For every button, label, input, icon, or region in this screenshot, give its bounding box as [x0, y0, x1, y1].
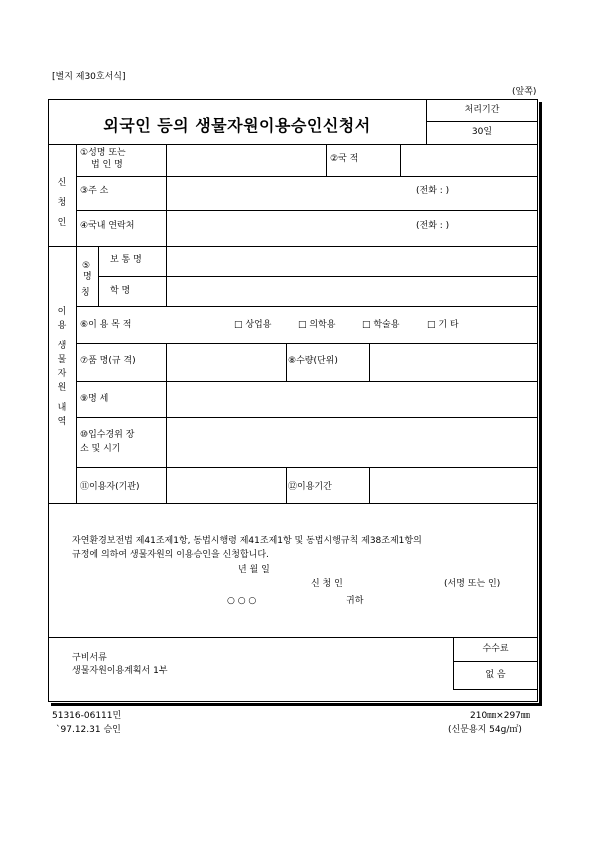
applicant-section-label: 신 청 인 [57, 178, 67, 228]
source-label-line1: ⑩입수경위 장 [80, 430, 135, 440]
statement-line2: 규정에 의하여 생물자원의 이용승인을 신청합니다. [72, 550, 269, 560]
source-label-line2: 소 및 시기 [80, 444, 121, 454]
item-name-field[interactable] [168, 345, 284, 379]
row-line [48, 503, 538, 504]
col-line [166, 144, 167, 246]
footer-approval: `97.12.31 승인 [56, 725, 121, 735]
specification-field[interactable] [168, 383, 536, 415]
col-line [286, 467, 287, 503]
name-field[interactable] [168, 146, 324, 174]
processing-period-value: 30일 [471, 127, 493, 137]
section-divider [76, 246, 77, 503]
footer-paper: (신문용지 54g/㎡) [448, 725, 522, 735]
processing-divider [426, 121, 538, 122]
col-line [369, 343, 370, 381]
name-col-char2: 칭 [81, 288, 90, 298]
contact-phone: (전화 : ) [416, 221, 450, 231]
frame-shadow-bottom [51, 703, 542, 706]
item-name-label: ⑦품 명(규 격) [80, 356, 136, 366]
form-number: [별지 제30호서식] [52, 72, 126, 82]
quantity-label: ⑧수량(단위) [288, 356, 338, 366]
user-institution-label: ⑪이용자(기관) [80, 482, 140, 492]
address-label: ③주 소 [80, 186, 109, 196]
row-line [48, 246, 538, 247]
nationality-field[interactable] [402, 146, 536, 174]
fee-label: 수수료 [482, 644, 509, 654]
fee-value: 없 음 [485, 670, 506, 680]
statement-line1: 자연환경보전법 제41조제1항, 동법시행령 제41조제1항 및 동법시행규칙 제38조제1항의 [72, 536, 422, 546]
section-divider [76, 144, 77, 246]
scientific-name-field[interactable] [168, 278, 536, 304]
common-name-field[interactable] [168, 248, 536, 274]
col-line [286, 343, 287, 381]
purpose-label: ⑥이 용 목 적 [80, 320, 132, 330]
footer-size: 210㎜×297㎜ [470, 711, 530, 721]
usage-period-label: ⑫이용기간 [288, 482, 332, 492]
recipient-suffix: 귀하 [346, 596, 364, 606]
row-line [76, 306, 538, 307]
name-label-line1: ①성명 또는 [80, 148, 126, 158]
col-line [166, 246, 167, 306]
frame-shadow-right [539, 102, 542, 706]
documents-label: 구비서류 [72, 653, 107, 663]
user-institution-field[interactable] [168, 469, 284, 501]
page-side-label: (앞쪽) [512, 87, 537, 97]
scientific-name-label: 학 명 [110, 286, 131, 296]
domestic-contact-label: ④국내 연락처 [80, 221, 135, 231]
purpose-option-other[interactable]: □ 기 타 [427, 320, 459, 330]
quantity-field[interactable] [371, 345, 536, 379]
applicant-sign-label: 신 청 인 [311, 579, 343, 589]
address-field[interactable] [168, 178, 536, 208]
specification-label: ⑨명 세 [80, 394, 109, 404]
row-line [76, 467, 538, 468]
sign-note: (서명 또는 인) [444, 579, 501, 589]
common-name-label: 보 통 명 [110, 255, 142, 265]
name-label-line2: 법 인 명 [91, 160, 123, 170]
nationality-label: ②국 적 [330, 154, 359, 164]
row-line [48, 144, 538, 145]
purpose-option-medical[interactable]: □ 의학용 [298, 320, 336, 330]
row-line [76, 417, 538, 418]
row-line [76, 343, 538, 344]
processing-period-label: 처리기간 [464, 105, 500, 115]
col-line [400, 144, 401, 176]
row-line [453, 689, 538, 690]
purpose-option-commercial[interactable]: □ 상업용 [234, 320, 272, 330]
recipient-marks: ○ ○ ○ [227, 596, 257, 606]
col-line [369, 467, 370, 503]
documents-item: 생물자원이용계획서 1부 [72, 666, 168, 676]
domestic-contact-field[interactable] [168, 212, 536, 244]
col-line [326, 144, 327, 176]
row-line [48, 637, 538, 638]
row-line [76, 210, 538, 211]
date-line: 년 월 일 [238, 565, 270, 575]
col-line [166, 343, 167, 503]
row-line [98, 276, 538, 277]
row-line [76, 176, 538, 177]
usage-section-label: 이 용 생 물 자 원 내 역 [57, 307, 67, 427]
name-col-number: ⑤ [82, 261, 91, 271]
source-field[interactable] [168, 419, 536, 465]
footer-code: 51316-06111민 [52, 711, 122, 721]
address-phone: (전화 : ) [416, 186, 450, 196]
row-line [453, 661, 538, 662]
name-col-char1: 명 [83, 272, 92, 282]
row-line [76, 381, 538, 382]
usage-period-field[interactable] [371, 469, 536, 501]
form-title: 외국인 등의 생물자원이용승인신청서 [103, 116, 371, 135]
purpose-option-academic[interactable]: □ 학술용 [362, 320, 400, 330]
